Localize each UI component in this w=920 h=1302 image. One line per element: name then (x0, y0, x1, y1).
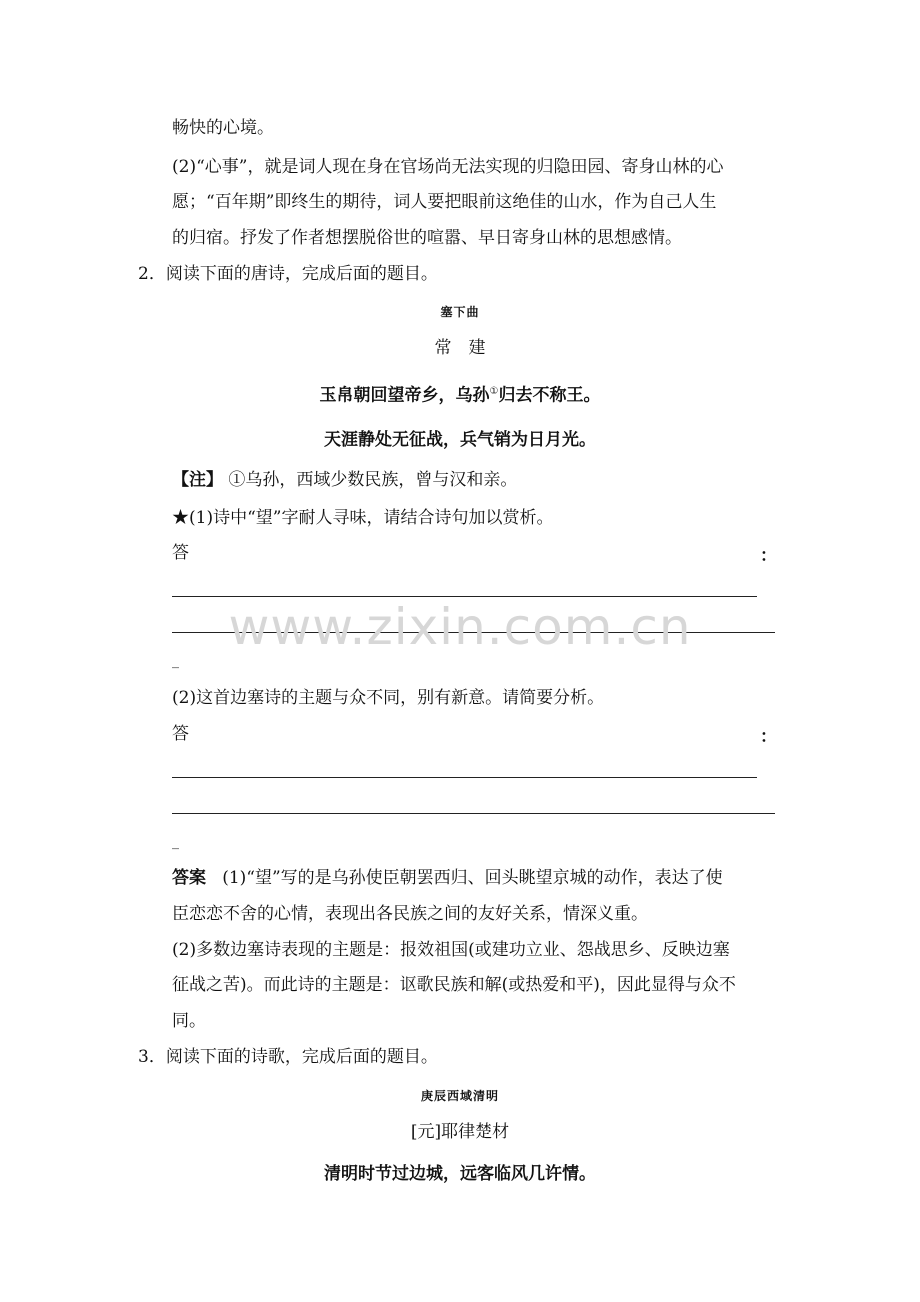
answer-blank-tail: _ (172, 653, 179, 669)
prev-answer-line: 愿；“百年期”即终生的期待，词人要把眼前这绝佳的山水，作为自己人生 (172, 192, 717, 212)
sub-question-2: (2)这首边塞诗的主题与众不同，别有新意。请简要分析。 (172, 688, 605, 708)
poem-line-part: 玉帛朝回望帝乡，乌孙 (319, 385, 490, 406)
answer-blank-line[interactable] (172, 813, 775, 814)
poem-line (0, 380, 920, 408)
answer-colon: ： (760, 546, 777, 566)
poem-line-part: 归去不称王。 (498, 385, 601, 406)
answer-label: 答 (172, 543, 189, 563)
answer-key-line: 同。 (172, 1011, 206, 1031)
answer-key-line: 征战之苦)。而此诗的主题是：讴歌民族和解(或热爱和平)，因此显得与众不 (172, 975, 736, 995)
answer-blank-line[interactable] (172, 632, 775, 633)
note-text: ①乌孙，西域少数民族，曾与汉和亲。 (228, 470, 518, 490)
poem-title: 塞下曲 (440, 305, 480, 319)
watermark: www.zixin.com.cn (228, 598, 692, 656)
question-3-stem: 3．阅读下面的诗歌，完成后面的题目。 (138, 1047, 438, 1067)
footnote-marker: ① (489, 386, 499, 397)
poem-note (172, 468, 517, 492)
prev-answer-line: 畅快的心境。 (172, 118, 274, 138)
poem-author: [元]耶律楚材 (410, 1122, 510, 1142)
answer-key-label: 答案 (172, 868, 206, 888)
answer-key-line: 臣恋恋不舍的心情，表现出各民族之间的友好关系，情深义重。 (172, 904, 648, 924)
answer-key-text: (1)“望”写的是乌孙使臣朝罢西归、回头眺望京城的动作，表达了使 (222, 868, 723, 888)
question-2-stem: 2．阅读下面的唐诗，完成后面的题目。 (138, 264, 438, 284)
answer-blank-line[interactable] (172, 777, 757, 778)
poem-line: 清明时节过边城，远客临风几许情。 (324, 1164, 596, 1184)
answer-label: 答 (172, 724, 189, 744)
prev-answer-line: (2)“心事”，就是词人现在身在官场尚无法实现的归隐田园、寄身山林的心 (172, 157, 724, 177)
poem-title: 庚辰西域清明 (420, 1089, 499, 1103)
poem-line: 天涯静处无征战，兵气销为日月光。 (324, 430, 596, 450)
prev-answer-line: 的归宿。抒发了作者想摆脱俗世的喧嚣、早日寄身山林的思想感情。 (172, 228, 682, 248)
answer-colon: ： (760, 727, 777, 747)
answer-key-1 (172, 866, 723, 890)
answer-blank-tail: _ (172, 834, 179, 850)
note-label: 【注】 (172, 470, 223, 490)
poem-author: 常 建 (434, 338, 486, 358)
answer-blank-line[interactable] (172, 596, 757, 597)
sub-question-1: ★(1)诗中“望”字耐人寻味，请结合诗句加以赏析。 (172, 508, 554, 528)
answer-key-line: (2)多数边塞诗表现的主题是：报效祖国(或建功立业、怨战思乡、反映边塞 (172, 940, 730, 960)
